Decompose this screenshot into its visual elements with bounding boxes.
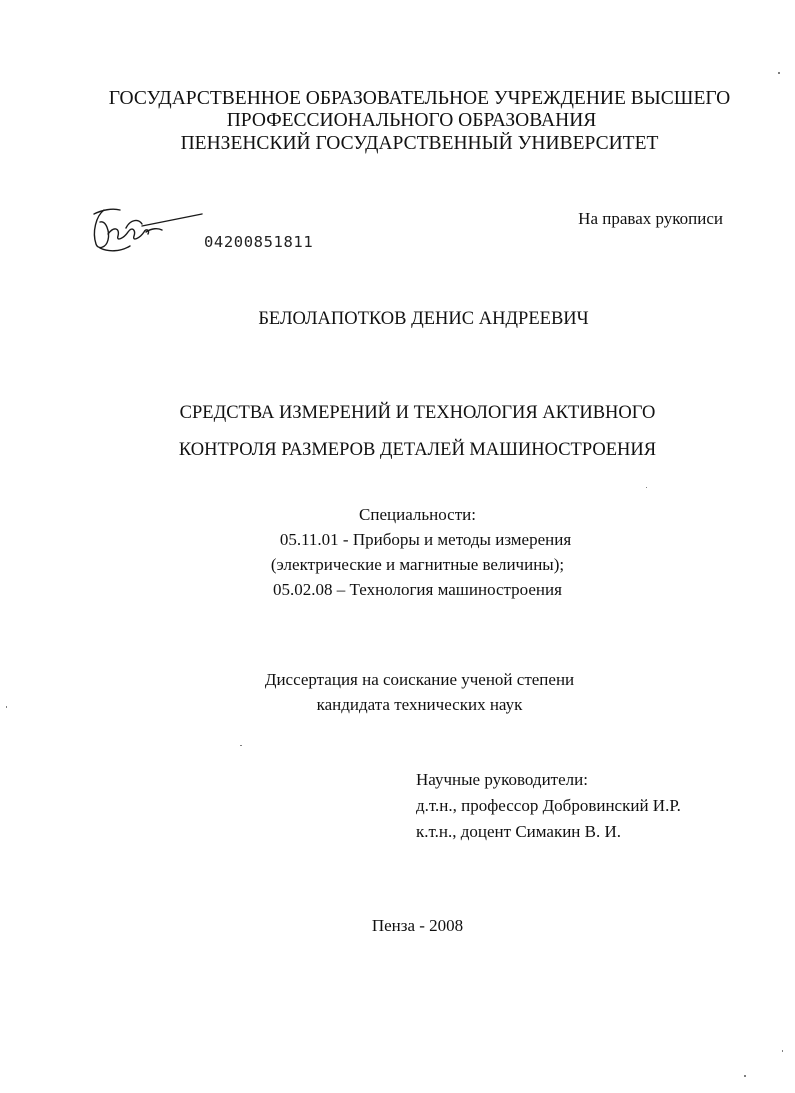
specialty-line-1: 05.11.01 - Приборы и методы измерения [279,530,572,549]
dissertation-line-2: кандидата технических наук [316,695,523,714]
thesis-title-line-1: СРЕДСТВА ИЗМЕРЕНИЙ И ТЕХНОЛОГИЯ АКТИВНОГО [179,403,656,423]
scan-speck [782,1050,783,1052]
specialty-line-3: 05.02.08 – Технология машиностроения [273,580,562,599]
scan-speck [646,487,647,488]
supervisor-1: д.т.н., профессор Добровинский И.Р. [416,796,681,815]
scan-speck [240,745,242,746]
handwritten-signature [86,198,206,262]
specialties-heading: Специальности: [359,505,476,524]
rights-note: На правах рукописи [578,209,723,228]
supervisor-2: к.т.н., доцент Симакин В. И. [416,822,622,841]
institution-line-1: ГОСУДАРСТВЕННОЕ ОБРАЗОВАТЕЛЬНОЕ УЧРЕЖДЕНИЕ ВЫСШЕГО [108,88,731,109]
institution-line-3: ПЕНЗЕНСКИЙ ГОСУДАРСТВЕННЫЙ УНИВЕРСИТЕТ [180,133,659,154]
institution-line-2: ПРОФЕССИОНАЛЬНОГО ОБРАЗОВАНИЯ [226,110,597,131]
scan-speck [6,706,7,708]
city-year: Пенза - 2008 [371,916,464,935]
archive-stamp-number: 04200851811 [204,233,314,251]
supervisors-heading: Научные руководители: [416,770,588,789]
specialty-line-2: (электрические и магнитные величины); [270,555,565,574]
dissertation-line-1: Диссертация на соискание ученой степени [264,670,575,689]
author-name: БЕЛОЛАПОТКОВ ДЕНИС АНДРЕЕВИЧ [258,309,589,329]
scan-speck [778,72,780,74]
scan-speck [744,1075,746,1077]
thesis-title-line-2: КОНТРОЛЯ РАЗМЕРОВ ДЕТАЛЕЙ МАШИНОСТРОЕНИЯ [178,440,657,460]
